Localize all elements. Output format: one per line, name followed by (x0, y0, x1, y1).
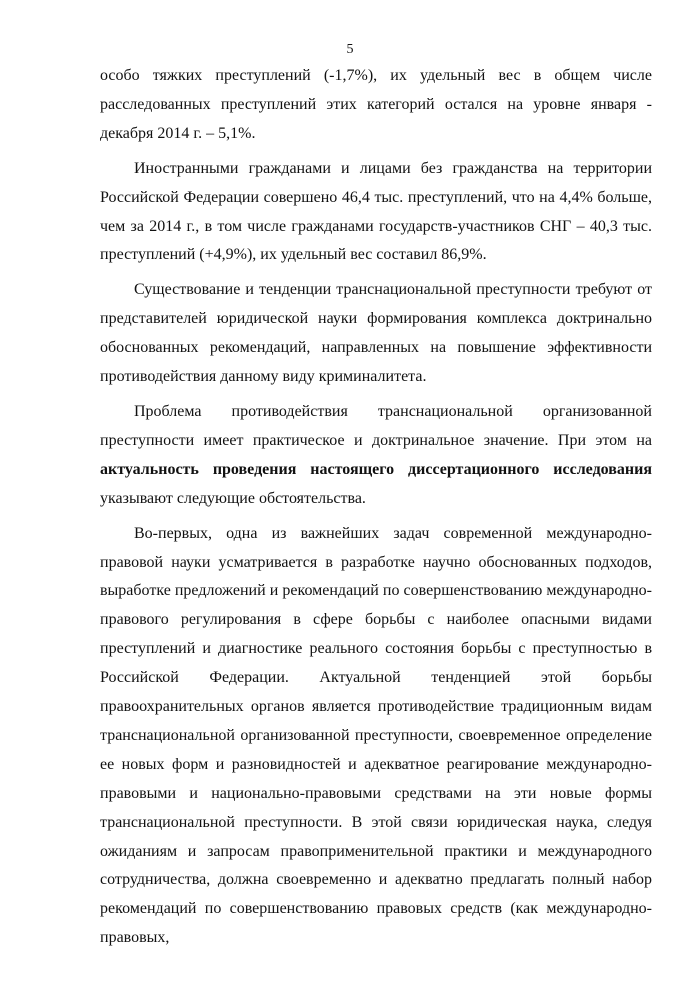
paragraph-continuation: особо тяжких преступлений (-1,7%), их удельный вес в общем числе расследованных преступлений этих категорий остался на уровне января - декабря 2014 г. – 5,1%. (100, 67, 652, 142)
paragraph-transnational-crime: Существование и тенденции транснациональной преступности требуют от представителей юридической науки формирования комплекса доктринально обоснованных рекомендаций, направленных на повышение эффективности противодействия данному виду криминалитета. (100, 281, 652, 386)
paragraph-relevance (100, 398, 652, 514)
paragraph-firstly: Во-первых, одна из важнейших задач современной международно-правовой науки усматривается в разработке научно обоснованных подходов, выработке предложений и рекомендаций по совершенствованию международно-правового регулирования в сфере борьбы с наиболее опасными видами преступлений и диагностике реального состояния борьбы с преступностью в Российской Федерации. Актуальной тенденцией этой борьбы правоохранительных органов является противодействие традиционным видам транснациональной организованной преступности, своевременное определение ее новых форм и разновидностей и адекватное реагирование международно-правовыми и национально-правовыми средствами на эти новые формы транснациональной преступности. В этой связи юридическая наука, следуя ожиданиям и запросам правоприменительной практики и международного сотрудничества, должна своевременно и адекватно предлагать полный набор рекомендаций по совершенствованию правовых средств (как международно-правовых, (100, 524, 652, 947)
relevance-bold-phrase: актуальность проведения настоящего диссертационного исследования (100, 460, 652, 478)
relevance-text-before: Проблема противодействия транснациональной организованной преступности имеет практическое и доктринальное значение. При этом на (100, 402, 652, 449)
relevance-text-after: указывают следующие обстоятельства. (100, 489, 366, 507)
page-number: 5 (346, 42, 354, 57)
document-body (100, 62, 652, 959)
paragraph-foreign-citizens: Иностранными гражданами и лицами без гражданства на территории Российской Федерации совершено 46,4 тыс. преступлений, что на 4,4% больше, чем за 2014 г., в том числе гражданами государств-участников СНГ – 40,3 тыс. преступлений (+4,9%), их удельный вес составил 86,9%. (100, 159, 652, 264)
